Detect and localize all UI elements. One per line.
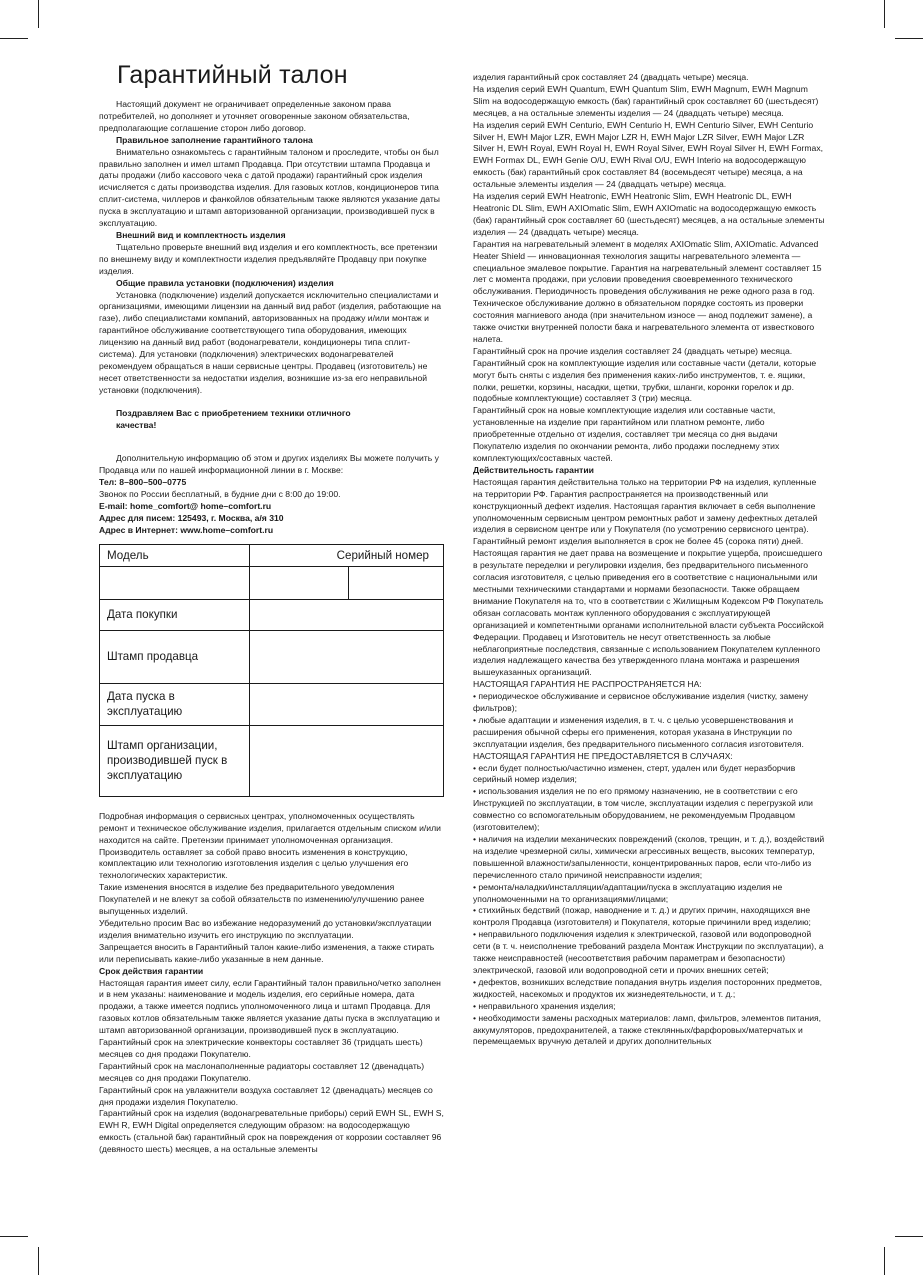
paragraph: Убедительно просим Вас во избежание недоразумений до установки/эксплуатации изделия внимательно изучить его инструкцию по эксплуатации. <box>99 917 432 940</box>
paragraph: На изделия серий EWH Heatronic, EWH Heatronic Slim, EWH Heatronic DL, EWH Heatronic DL Slim, EWH AXIOmatic Slim, EWH AXIOmatic на водосодержащую емкость (бак) гарантийный срок составляет 60 (шестьдесят) месяцев, а на остальные элементы изделия — 24 (двадцать четыре) месяца. <box>473 191 825 237</box>
postal-address: Адрес для писем: 125493, г. Москва, а/я 310 <box>99 513 284 523</box>
list-item: • использования изделия не по его прямому назначению, не в соответствии с его Инструкцией по эксплуатации, в том числе, эксплуатации изделия с перегрузкой или совместно со вспомогательным оборудованием, не рекомендуемым Продавцом (изготовителем); <box>473 786 813 833</box>
paragraph: Гарантийный срок на маслонаполненные радиаторы составляет 12 (двенадцать) месяцев со дня продажи Покупателю. <box>99 1060 425 1083</box>
serial-label: Серийный номер <box>250 544 444 566</box>
purchase-date-label: Дата покупки <box>100 599 250 630</box>
congrats-text: Поздравляем Вас с приобретением техники отличного качества! <box>116 407 351 430</box>
section-text: Тщательно проверьте внешний вид изделия и его комплектность, все претензии по внешнему виду и комплектности изделия предъявляйте Продавцу при покупке изделия. <box>99 241 438 276</box>
list-item: • наличия на изделии механических повреждений (сколов, трещин, и т. д.), воздействий на изделие чрезмерной силы, химически агрессивных веществ, высоких температур, повышенной влажности/запыленности, концентрированных паров, если что-либо из перечисленного стало причиной неисправности изделия; <box>473 834 825 880</box>
section-text: Установка (подключение) изделий допускается исключительно специалистами и организациями, имеющими лицензии на данный вид работ (изделия, работающие на газе), либо специалистами компаний, авторизованных на продажу и/или монтаж и гарантийное обслуживание соответствующего типа оборудования, имеющих лицензию на данный вид работ (водонагреватели, кондиционеры типа сплит-система). Для установки (подключения) электрических водонагревателей рекомендуем обращаться в наши сервисные центры. Продавец (изготовитель) не несет ответственности за недостатки изделия, возникшие из-за его неправильной установки (подключения). <box>99 289 441 395</box>
seller-stamp-label: Штамп продавца <box>100 630 250 683</box>
section-heading: Внешний вид и комплектность изделия <box>116 229 286 240</box>
right-column <box>473 72 826 1048</box>
paragraph: На изделия серий EWH Quantum, EWH Quantum Slim, EWH Magnum, EWH Magnum Slim на водосодержащую емкость (бак) гарантийный срок составляет 60 (шестьдесят) месяцев, а на остальные элементы изделия — 24 (двадцать четыре) месяца. <box>473 83 819 118</box>
paragraph: Гарантийный срок на электрические конвекторы составляет 36 (тридцать шесть) месяцев со дня продажи Покупателю. <box>99 1037 423 1059</box>
phone: Тел: 8–800–500–0775 <box>99 477 187 488</box>
crop-mark <box>38 0 39 28</box>
crop-mark <box>895 38 923 39</box>
intro-paragraph: Настоящий документ не ограничивает определенные законом права потребителей, но дополняет и уточняет оговоренные законом обязательства, предполагающие соглашение сторон либо договор. <box>99 99 410 133</box>
list-item: • периодическое обслуживание и сервисное обслуживание изделия (чистку, замену фильтров); <box>473 691 809 714</box>
list-item: • неправильного подключения изделия к электрической, газовой или водопроводной сети (в т. ч. неисполнение требований раздела Монтаж Инструкции по эксплуатации), а также неисправностей (несоответствия рабочим параметрам и безопасности) электрической, газовой или водопроводной сети и прочих внешних сетей; <box>473 929 824 975</box>
section-heading: Срок действия гарантии <box>99 965 204 976</box>
paragraph: Гарантия на нагревательный элемент в моделях AXIOmatic Slim, AXIOmatic. Advanced Heater Shield — инновационная технология защиты нагревательного элемента — специальное эмалевое покрытие. Гарантия на нагревательный элемент составляет 15 лет с момента продажи, при условии проведения своевременного технического обслуживания. Периодичность проведения обслуживания не реже одного раза в год. Техническое обслуживание должно в обязательном порядке состоять из проверки состояния магниевого анода (при значительном износе — анод подлежит замене), а также очистки внутренней полости бака и нагревательного элемента от известкового налета. <box>473 238 822 344</box>
list-item: • неправильного хранения изделия; <box>473 1000 616 1011</box>
org-stamp-field[interactable] <box>250 725 444 796</box>
paragraph: Подробная информация о сервисных центрах, уполномоченных осуществлять ремонт и техническое обслуживание изделия, прилагается отдельным списком и/или находится на сайте. Претензии принимает уполномоченная организация. <box>99 810 441 845</box>
paragraph: Гарантийный срок на увлажнители воздуха составляет 12 (двенадцать) месяцев со дня продажи изделия Покупателю. <box>99 1084 433 1107</box>
model-field[interactable] <box>100 566 250 599</box>
org-stamp-label: Штамп организации, производившей пуск в эксплуатацию <box>100 725 250 796</box>
section-heading: Общие правила установки (подключения) изделия <box>116 277 334 288</box>
paragraph: изделия гарантийный срок составляет 24 (двадцать четыре) месяца. <box>473 72 749 82</box>
paragraph: Гарантийный срок на комплектующие изделия или составные части (детали, которые могут быть сняты с изделия без применения каких-либо инструментов, т. е. ящики, полки, решетки, корзины, насадки, щетки, трубки, шланги, коронки горелок и др. подобные комплектующие) составляет 3 (три) месяца. <box>473 357 817 404</box>
start-date-label: Дата пуска в эксплуатацию <box>100 683 250 725</box>
list-item: • любые адаптации и изменения изделия, в т. ч. с целью усовершенствования и расширения обычной сферы его применения, которая указана в Инструкции по эксплуатации изделия, без предварительного письменного согласия изготовителя. <box>473 714 804 749</box>
crop-mark <box>0 1236 28 1237</box>
paragraph: На изделия серий EWH Centurio, EWH Centurio H, EWH Centurio Silver, EWH Centurio Silver H, EWH Major LZR, EWH Major LZR H, EWH Major LZR Silver, EWH Major LZR Silver H, EWH Royal, EWH Royal H, EWH Royal Silver, EWH Royal Silver H, EWH Formax, EWH Formax DL, EWH Genie O/U, EWH Rival O/U, EWH Interio на водосодержащую емкость (бак) гарантийный срок составляет 84 (восемьдесят четыре) месяца, а на остальные элементы изделия — 24 (двадцать четыре) месяца. <box>473 119 824 190</box>
paragraph: Запрещается вносить в Гарантийный талон какие-либо изменения, а также стирать или переписывать какие-либо указанные в нем данные. <box>99 941 435 964</box>
paragraph: Такие изменения вносятся в изделие без предварительного уведомления Покупателей и не влекут за собой обязательств по изменению/улучшению ранее выпущенных изделий. <box>99 882 425 917</box>
caps-heading: НАСТОЯЩАЯ ГАРАНТИЯ НЕ РАСПРОСТРАНЯЕТСЯ НА: <box>473 679 702 690</box>
page-title: Гарантийный талон <box>117 61 348 89</box>
list-item: • стихийных бедствий (пожар, наводнение и т. д.) и других причин, находящихся вне контроля Продавца (изготовителя) и Покупателя, которые причинили вред изделию; <box>473 905 811 928</box>
phone-note: Звонок по России бесплатный, в будние дни с 8:00 до 19:00. <box>99 489 341 500</box>
paragraph: Производитель оставляет за собой право вносить изменения в конструкцию, комплектацию или технологию изготовления изделия с целью улучшения его технологических характеристик. <box>99 846 409 881</box>
list-item: • ремонта/наладки/инсталляции/адаптации/пуска в эксплуатацию изделия не уполномоченными на то организациями/лицами; <box>473 881 783 904</box>
website: Адрес в Интернет: www.home–comfort.ru <box>99 524 274 535</box>
crop-mark <box>884 0 885 28</box>
crop-mark <box>895 1236 923 1237</box>
caps-heading: НАСТОЯЩАЯ ГАРАНТИЯ НЕ ПРЕДОСТАВЛЯЕТСЯ В СЛУЧАЯХ: <box>473 750 733 761</box>
seller-stamp-field[interactable] <box>250 630 444 683</box>
paragraph: Гарантийный срок на прочие изделия составляет 24 (двадцать четыре) месяца. <box>473 345 793 356</box>
left-column <box>99 60 444 1156</box>
model-label: Модель <box>100 544 250 566</box>
paragraph: Гарантийный срок на изделия (водонагревательные приборы) серий EWH SL, EWH S, EWH R, EWH Digital определяется следующим образом: на водосодержащую емкость (стальной бак) гарантийный срок на повреждения от коррозии составляет 96 (девяносто шесть) месяцев, а на остальные элементы <box>99 1108 444 1155</box>
list-item: • если будет полностью/частично изменен, стерт, удален или будет неразборчив серийный номер изделия; <box>473 762 796 785</box>
start-date-field[interactable] <box>250 683 444 725</box>
paragraph: Настоящая гарантия имеет силу, если Гарантийный талон правильно/четко заполнен и в нем указаны: наименование и модель изделия, его серийные номера, дата продажи, а также имеется подпись уполномоченного лица и штамп Продавца. Для газовых котлов обязательным также является указание даты пуска в эксплуатацию и штамп авторизованной организации, производившей пуск в эксплуатацию. <box>99 977 441 1036</box>
crop-mark <box>884 1247 885 1275</box>
paragraph: Настоящая гарантия не дает права на возмещение и покрытие ущерба, происшедшего в результате переделки и регулировки изделия, без предварительного письменного согласия изготовителя, с целью приведения его в соответствие с национальными или местными техническими стандартами и нормами безопасности. Также обращаем внимание Покупателя на то, что в соответствии с Жилищным Кодексом РФ Покупатель обязан согласовать монтаж купленного оборудования с эксплуатирующей организацией и компетентными органами исполнительной власти субъекта Российской Федерации. Продавец и Изготовитель не несут ответственность за любые неблагоприятные последствия, связанные с использованием Покупателем купленного изделия надлежащего качества без утвержденного плана монтажа и разрешения вышеуказанных организаций. <box>473 548 824 678</box>
list-item: • дефектов, возникших вследствие попадания внутрь изделия посторонних предметов, жидкостей, насекомых и продуктов их жизнедеятельности, и т. д.; <box>473 976 823 999</box>
crop-mark <box>0 38 28 39</box>
section-heading: Действительность гарантии <box>473 464 594 475</box>
paragraph: Настоящая гарантия действительна только на территории РФ на изделия, купленные на территории РФ. Гарантия распространяется на производственный или конструкционный дефект изделия. Настоящая гарантия включает в себя выполнение уполномоченным сервисным центром ремонтных работ и замену дефектных деталей изделия в сервисном центре или у Покупателя (по усмотрению сервисного центра). Гарантийный ремонт изделия выполняется в срок не более 45 (сорока пяти) дней. <box>473 476 818 547</box>
info-text: Дополнительную информацию об этом и других изделиях Вы можете получить у Продавца или по нашей информационной линии в г. Москве: <box>99 453 439 476</box>
list-item: • необходимости замены расходных материалов: ламп, фильтров, элементов питания, аккумуляторов, предохранителей, а также стеклянных/фарфоровых/матерчатых и перемещаемых вручную деталей и других дополнительных <box>473 1012 822 1047</box>
serial-field[interactable] <box>349 566 444 599</box>
purchase-date-field[interactable] <box>250 599 444 630</box>
section-text: Внимательно ознакомьтесь с гарантийным талоном и проследите, чтобы он был правильно заполнен и имел штамп Продавца. При отсутствии штампа Продавца и даты продажи (либо кассового чека с датой продажи) гарантийный срок изделия исчисляется с даты производства изделия. Для газовых котлов, кондиционеров типа сплит-система, чиллеров и фанкойлов обязательным также являются указание даты пуска в эксплуатацию и штамп авторизованной организации, производившей пуск в эксплуатацию. <box>99 146 440 229</box>
section-heading: Правильное заполнение гарантийного талона <box>116 134 313 145</box>
crop-mark <box>38 1247 39 1275</box>
paragraph: Гарантийный срок на новые комплектующие изделия или составные части, установленные на изделие при гарантийном или платном ремонте, либо приобретенные отдельно от изделия, составляет три месяца со дня выдачи Покупателю изделия по окончании ремонта, либо продажи последнему этих комплектующих/составных частей. <box>473 405 780 463</box>
warranty-form-table <box>99 544 444 797</box>
email: E-mail: home_comfort@ home–comfort.ru <box>99 501 272 512</box>
serial-field[interactable] <box>250 566 349 599</box>
